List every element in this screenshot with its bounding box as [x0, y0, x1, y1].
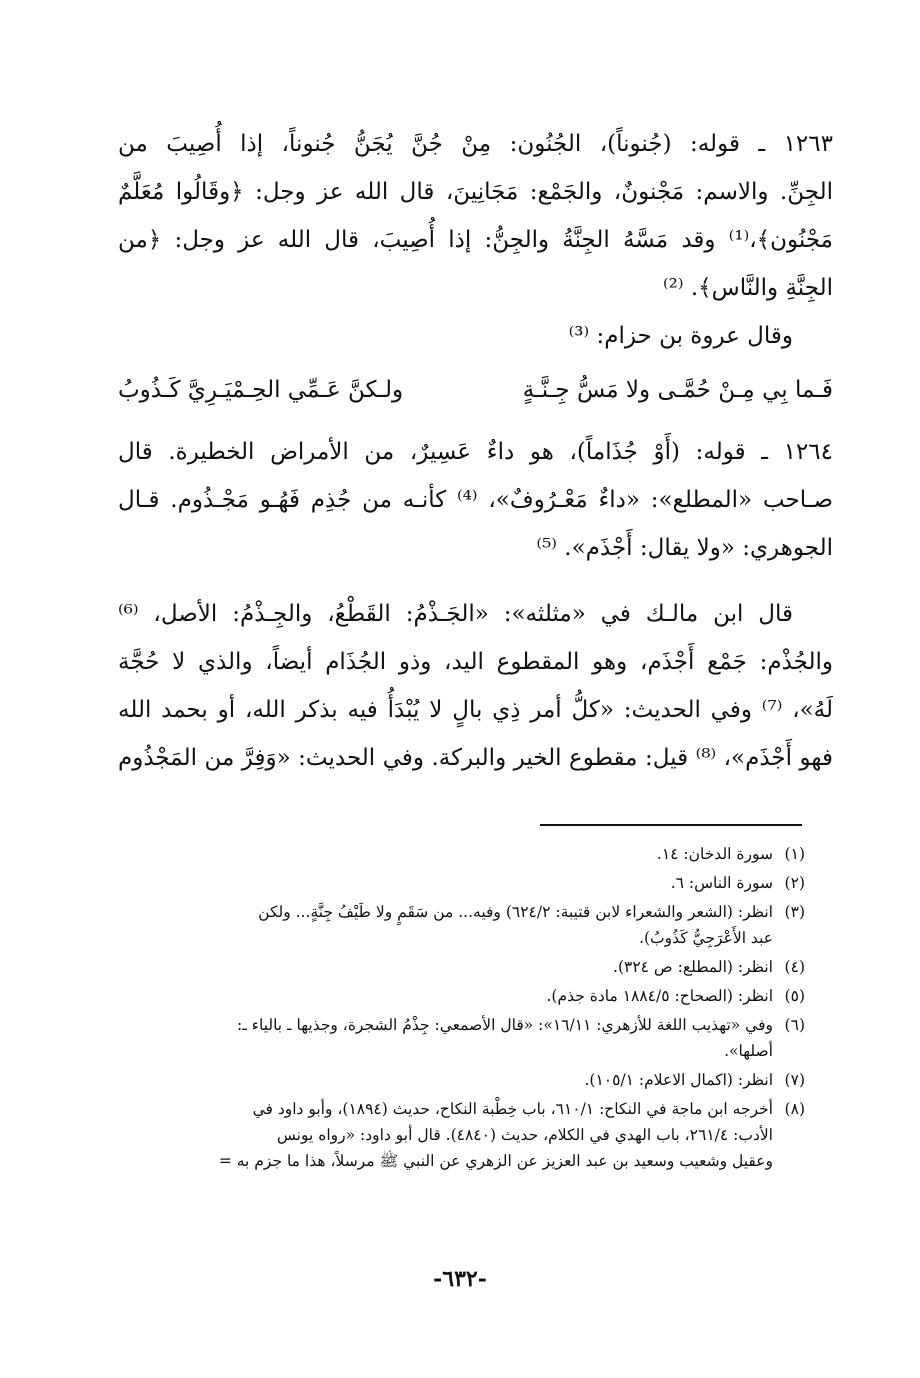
text-line: ١٢٦٣ ـ قوله: (جُنوناً)، الجُنُون: مِنْ جُنَّ يُجَنُّ جُنوناً، إذا أُصِيبَ من [118, 131, 833, 157]
footnote-number: (٥) [784, 987, 805, 1005]
footnote-text: الأدب: ٢٦١/٤، باب الهدي في الكلام، حديث (٤٨٤٠). قال أبو داود: «رواه يونس [276, 1126, 773, 1144]
footnote-text: انظر: (الصحاح: ١٨٨٤/٥ مادة جذم). [546, 987, 773, 1005]
text-line: وقال عروة بن حزام: ⁽³⁾ [568, 323, 793, 349]
text-line: والجُذْم: جَمْع أَجْذَم، وهو المقطوع اليد، وذو الجُذَام أيضاً، والذي لا حُجَّة [118, 649, 833, 675]
footnote-separator [540, 824, 802, 826]
text-line: صـاحب «المطلع»: «داءٌ مَعْـرُوفٌ»، ⁽⁴⁾ كأنـه من جُذِم فَهُـو مَجْـذُوم. قـال [118, 487, 833, 513]
main-text [118, 120, 833, 782]
footnote-number: (٨) [784, 1100, 805, 1118]
text-line: فهو أَجْذَم»، ⁽⁸⁾ قيل: مقطوع الخير والبركة. وفي الحديث: «وَفِرَّ من المَجْذُوم [118, 745, 833, 771]
footnote-text: سورة الناس: ٦. [670, 874, 773, 892]
footnote-text: انظر: (اكمال الاعلام: ١٠٥/١). [584, 1071, 773, 1089]
footnote-number: (٦) [784, 1016, 805, 1034]
text-line: ١٢٦٤ ـ قوله: (أَوْ جُذَاماً)، هو داءٌ عَسِيرٌ، من الأمراض الخطيرة. قال [118, 439, 833, 465]
text-line: مَجْنُون﴾،⁽¹⁾ وقد مَسَّهُ الجِنَّةُ والجِنُّ: إذا أُصِيبَ، قال الله عز وجل: ﴿من [118, 227, 833, 253]
footnote [100, 1096, 805, 1174]
footnote-number: (١) [784, 845, 805, 863]
footnote-text: وعقيل وشعيب وسعيد بن عبد العزيز عن الزهري عن النبي ﷺ مرسلاً، هذا ما جزم به = [218, 1152, 773, 1170]
footnotes [100, 838, 805, 1174]
poem-verse [118, 364, 833, 416]
footnote-text: أصلها». [724, 1042, 773, 1060]
text-line: الجوهري: «ولا يقال: أَجْذَم». ⁽⁵⁾ [536, 535, 833, 561]
footnote-text: انظر: (المطلع: ص ٣٢٤). [613, 958, 773, 976]
footnote [100, 841, 805, 867]
verse-hemistich-1: فَـما بِي مِـنْ حُمَّـى ولا مَسُّ جِـنَّـةٍ [522, 377, 833, 403]
footnote-text: وفي «تهذيب اللغة للأزهري: ١٦/١١»: «قال الأصمعي: جِذْمُ الشجرة، وجذيها ـ بالياء ـ: [236, 1016, 773, 1034]
text-line: لَهُ»، ⁽⁷⁾ وفي الحديث: «كلُّ أمر ذِي بالٍ لا يُبْدَأُ فيه بذكر الله، أو بحمد الله [118, 697, 833, 723]
footnote [100, 870, 805, 896]
text-line: الجِنِّ. والاسم: مَجْنونٌ، والجَمْع: مَجَانِينَ، قال الله عز وجل: ﴿وقَالُوا مُعَلَّمٌ [118, 179, 833, 205]
footnote [100, 983, 805, 1009]
footnote-text: سورة الدخان: ١٤. [656, 845, 773, 863]
footnote [100, 899, 805, 951]
page-number: -٦٣٢- [433, 1266, 487, 1292]
footnote [100, 1012, 805, 1064]
footnote [100, 954, 805, 980]
footnote-text: عبد الأَعْرَجِيُّ كَذُوبُ). [639, 929, 773, 947]
footnote-text: انظر: (الشعر والشعراء لابن قتيبة: ٦٢٤/٢) وفيه... من سَقَمٍ ولا طَيْفُ جِنَّةٍ... ولكن [258, 903, 773, 921]
footnote-number: (٧) [784, 1071, 805, 1089]
text-line: الجِنَّةِ والنَّاس﴾. ⁽²⁾ [663, 275, 833, 301]
footnote-text: أخرجه ابن ماجة في النكاح: ٦١٠/١، باب خِطْبة النكاح، حديث (١٨٩٤)، وأبو داود في [252, 1100, 773, 1118]
footnote [100, 1067, 805, 1093]
text-line: قال ابن مالـك في «مثلثه»: «الجَـذْمُ: القَطْعُ، والجِـذْمُ: الأصل، ⁽⁶⁾ [118, 601, 793, 627]
footnote-number: (٣) [784, 903, 805, 921]
footnote-number: (٤) [784, 958, 805, 976]
footnote-number: (٢) [784, 874, 805, 892]
verse-hemistich-2: ولـكنَّ عَـمِّي الحِـمْيَـرِيَّ كَـذُوبُ [118, 377, 404, 403]
